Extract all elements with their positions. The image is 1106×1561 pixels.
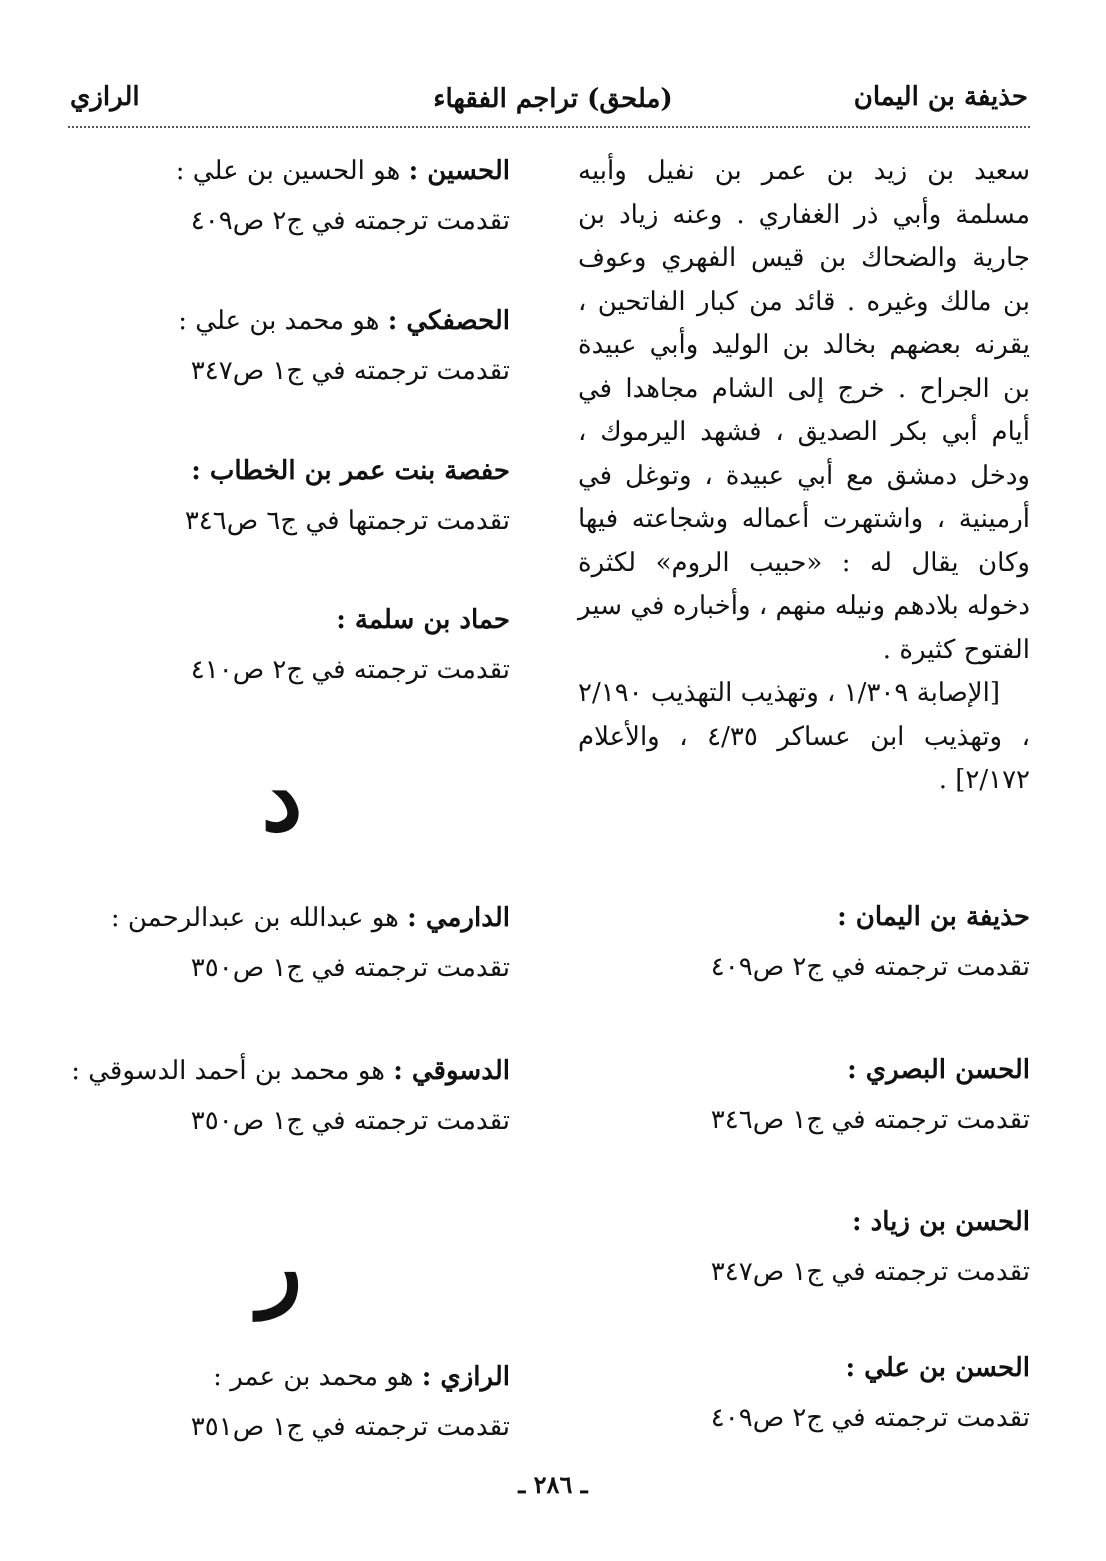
running-header-center: (ملحق) تراجم الفقهاء [433, 84, 673, 114]
entry-reference: تقدمت ترجمته في ج١ ص٣٥٠ [190, 1106, 510, 1136]
running-header-left: الرازي [70, 82, 140, 112]
entry-dasuqi [71, 1046, 510, 1146]
entry-reference: تقدمت ترجمتها في ج٦ ص٣٤٦ [184, 506, 510, 536]
entry-hammad [191, 595, 510, 695]
entry-reference: تقدمت ترجمته في ج١ ص٣٤٧ [710, 1257, 1030, 1287]
entry-description: هو الحسين بن علي : [175, 156, 409, 186]
entry-name: الحصفكي : [387, 306, 510, 336]
entry-name: حذيفة بن اليمان : [837, 902, 1030, 932]
entry-reference: تقدمت ترجمته في ج١ ص٣٥١ [190, 1412, 510, 1442]
entry-reference: تقدمت ترجمته في ج٢ ص٤٠٩ [190, 206, 510, 236]
entry-reference: تقدمت ترجمته في ج٢ ص٤٠٩ [710, 952, 1030, 982]
entry-description: هو محمد بن أحمد الدسوقي : [71, 1056, 394, 1086]
entry-name: الحسن بن علي : [845, 1353, 1030, 1383]
entry-hasan-ali [711, 1343, 1030, 1443]
entry-name: حفصة بنت عمر بن الخطاب : [191, 456, 510, 486]
section-letter-ra: ر [257, 1212, 303, 1320]
entry-description: هو محمد بن علي : [178, 306, 388, 336]
entry-name: الدارمي : [407, 903, 510, 933]
entry-name: الحسن البصري : [847, 1055, 1030, 1085]
entry-name: الحسين : [408, 156, 510, 186]
entry-hafsa [185, 446, 510, 546]
entry-hudhayfa [711, 892, 1030, 992]
entry-reference: تقدمت ترجمته في ج١ ص٣٤٦ [710, 1105, 1030, 1135]
biography-text: سعيد بن زيد بن عمر بن نفيل وأبيه مسلمة وأبي ذر الغفاري . وعنه زياد بن جارية والضحاك بن قيس الفهري وعوف بن مالك وغيره . قائد من كبار الفاتحين ، يقرنه بعضهم بخالد بن الوليد وأبي عبيدة بن الجراح . خرج إلى الشام مجاهدا في أيام أبي بكر الصديق ، فشهد اليرموك ، ودخل دمشق مع أبي عبيدة ، وتوغل في أرمينية ، واشتهرت أعماله وشجاعته فيها وكان يقال له : «حبيب الروم» لكثرة دخوله بلادهم ونيله منهم ، وأخباره في سير الفتوح كثيرة . [578, 156, 1030, 665]
entry-reference: تقدمت ترجمته في ج٢ ص٤١٠ [190, 655, 510, 685]
entry-darimi [111, 893, 510, 993]
entry-name: الدسوقي : [393, 1056, 510, 1086]
entry-reference: تقدمت ترجمته في ج١ ص٣٤٧ [190, 356, 510, 386]
running-header-right: حذيفة بن اليمان [853, 82, 1028, 112]
entry-husayn [176, 146, 510, 246]
entry-reference: تقدمت ترجمته في ج٢ ص٤٠٩ [710, 1403, 1030, 1433]
entry-name: الحسن بن زياد : [852, 1207, 1030, 1237]
entry-description: هو محمد بن عمر : [213, 1362, 422, 1392]
entry-razi [191, 1352, 510, 1452]
entry-hasan-ziyad [711, 1197, 1030, 1297]
biography-references: [الإصابة ١/٣٠٩ ، وتهذيب التهذيب ٢/١٩٠ ، وتهذيب ابن عساكر ٤/٣٥ ، والأعلام ٢/١٧٢] . [578, 678, 1031, 795]
entry-hasfaki [178, 296, 510, 396]
entry-reference: تقدمت ترجمته في ج١ ص٣٥٠ [190, 953, 510, 983]
page-number: ـ ٢٨٦ ـ [518, 1470, 588, 1499]
entry-hasan-basri [711, 1045, 1030, 1145]
entry-description: هو عبدالله بن عبدالرحمن : [110, 903, 408, 933]
section-letter-dal: د [261, 744, 303, 852]
entry-name: الرازي : [421, 1362, 510, 1392]
header-divider [68, 126, 1030, 128]
entry-name: حماد بن سلمة : [336, 605, 510, 635]
biography-continuation [578, 150, 1030, 803]
